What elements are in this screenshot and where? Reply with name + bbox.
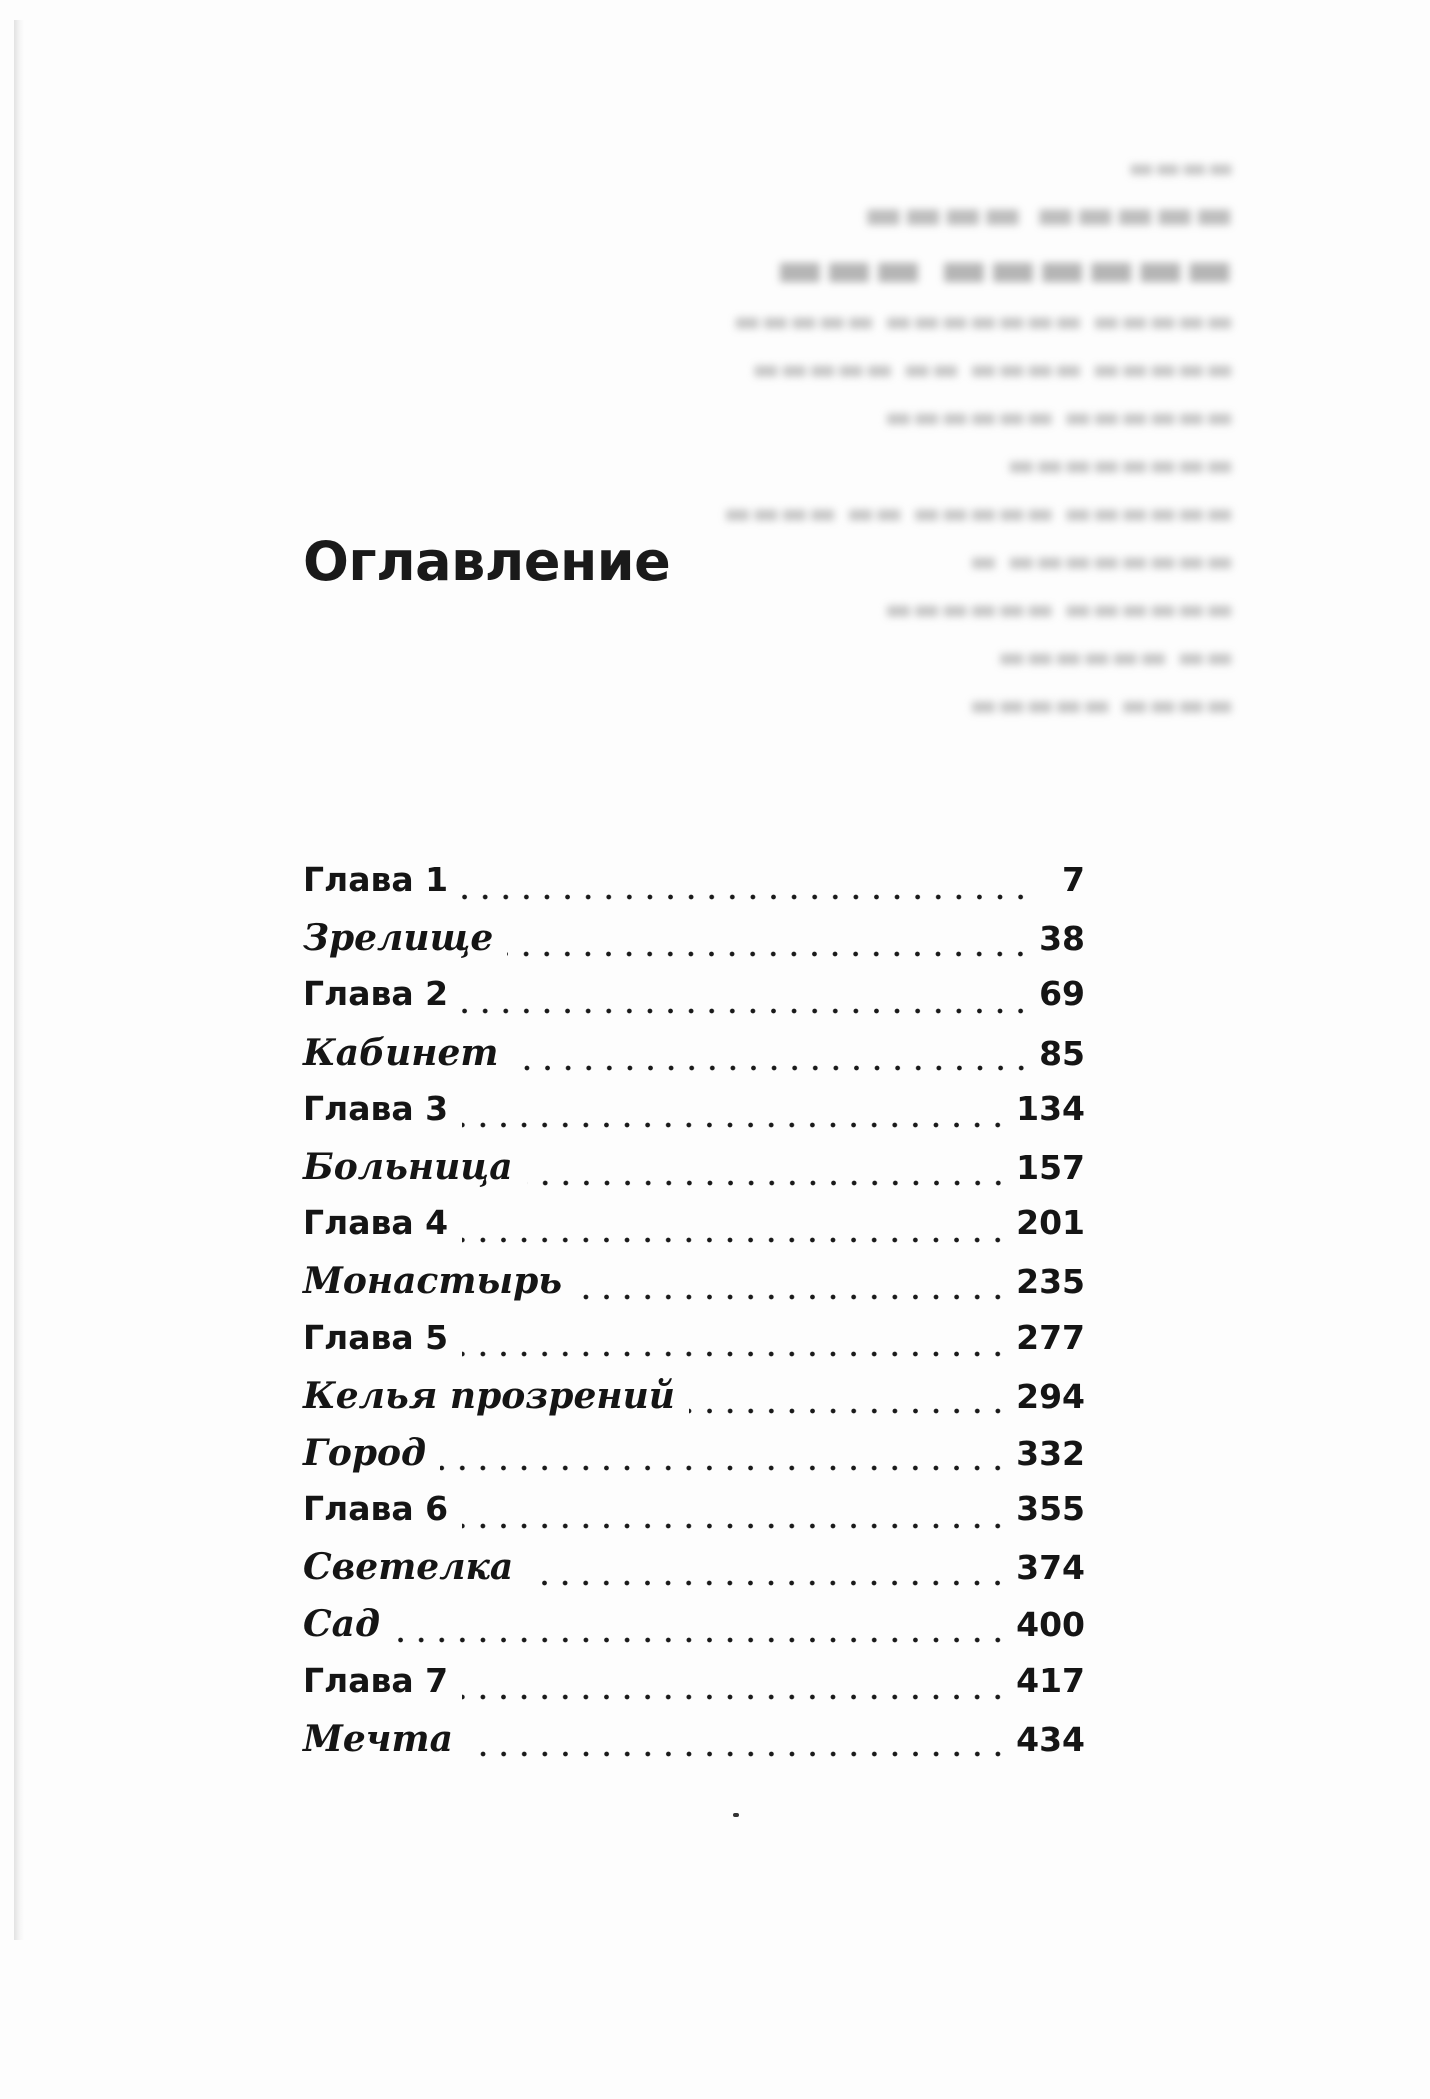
dot-leader [513,1065,1032,1071]
dot-leader [462,1237,1008,1243]
section-title: Кабинет [303,1031,499,1074]
page-number: 134 [1016,1088,1085,1128]
page-number: 434 [1016,1719,1085,1759]
dot-leader [462,1351,1008,1357]
dot-leader [440,1465,1008,1471]
section-title: Сад [303,1603,381,1646]
chapter-title: Глава 3 [303,1088,449,1128]
page-number: 355 [1016,1489,1085,1529]
chapter-title: Глава 7 [303,1660,449,1700]
dot-leader [462,1008,1031,1014]
page-number: 294 [1016,1376,1085,1416]
toc-entry [303,1089,1085,1146]
toc-entry [303,1318,1085,1375]
page-number: 157 [1016,1147,1085,1187]
page-gutter-shadow [14,20,24,1940]
page-number: 201 [1016,1203,1085,1243]
dot-leader [462,1122,1008,1128]
page-number: 38 [1039,919,1085,959]
dot-leader [462,1523,1008,1529]
dot-leader [462,894,1031,900]
toc-entry [303,1489,1085,1546]
page-number: 7 [1062,860,1085,899]
chapter-title: Глава 4 [303,1203,449,1243]
dot-leader [462,1694,1008,1700]
toc-entry [303,1661,1085,1718]
page-number: 400 [1016,1605,1085,1645]
section-title: Зрелище [303,917,494,960]
section-title: Монастырь [303,1260,562,1303]
toc-entry [303,1432,1085,1489]
toc-entry [303,860,1085,917]
chapter-title: Глава 5 [303,1317,449,1357]
dot-leader [527,1580,1008,1586]
toc-entry [303,1603,1085,1660]
chapter-title: Глава 2 [303,974,449,1014]
dot-leader [527,1180,1009,1186]
toc-entry [303,917,1085,974]
toc-entry [303,1032,1085,1089]
show-through-text: ▬▬▬▬ ▬▬▬▬ ▬▬▬▬▬ ▬▬▬ ▬▬▬▬▬▬ ▬▬▬▬▬ ▬▬▬▬▬▬▬ ▬▬▬▬▬ ▬▬▬▬▬ ▬▬ ▬▬▬▬ ▬▬▬▬▬ ▬▬▬▬▬▬ ▬▬▬▬▬▬ ▬▬▬▬▬▬▬▬ ▬▬▬▬ ▬▬ ▬▬▬▬▬ ▬▬▬▬▬▬ ▬ ▬▬▬▬▬▬▬▬ ▬▬▬▬▬▬ ▬▬▬▬▬▬ ▬▬▬▬▬▬ ▬▬ ▬▬▬▬▬ ▬▬▬▬ [723,151,1234,723]
toc-entry [303,974,1085,1031]
section-title: Больница [303,1145,513,1188]
toc-entry [303,1375,1085,1432]
section-title: Келья прозрений [303,1374,675,1417]
print-speck [733,1813,739,1817]
dot-leader [689,1408,1008,1414]
page-number: 235 [1016,1262,1085,1302]
chapter-title: Глава 6 [303,1489,449,1529]
page-number: 277 [1016,1317,1085,1357]
toc-entry [303,1260,1085,1317]
table-of-contents [303,860,1085,1775]
page-number: 417 [1016,1660,1085,1700]
dot-leader [507,951,1031,957]
page-title: Оглавление [303,530,671,593]
dot-leader [467,1751,1008,1757]
toc-entry [303,1146,1085,1203]
chapter-title: Глава 1 [303,860,449,899]
dot-leader [576,1294,1008,1300]
page-number: 374 [1016,1548,1085,1588]
page-number: 332 [1016,1433,1085,1473]
toc-entry [303,1718,1085,1775]
dot-leader [394,1637,1008,1643]
section-title: Город [303,1431,427,1474]
toc-entry [303,1203,1085,1260]
section-title: Мечта [303,1717,453,1760]
page-number: 85 [1039,1033,1085,1073]
section-title: Светелка [303,1546,514,1589]
toc-entry [303,1546,1085,1603]
page-number: 69 [1039,974,1085,1014]
